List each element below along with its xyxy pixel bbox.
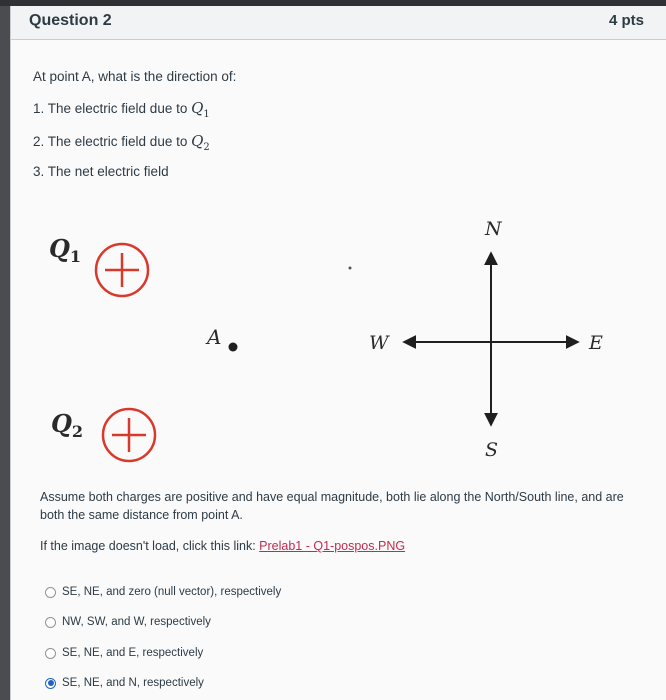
image-fallback-link[interactable]: Prelab1 - Q1-pospos.PNG — [259, 539, 406, 553]
prompt-item-2: 2. The electric field due to $Q_2$ — [33, 132, 210, 153]
radio-option-3[interactable] — [45, 648, 56, 659]
question-card — [10, 6, 666, 700]
question-title: Question 2 — [29, 12, 112, 29]
point-a-dot — [229, 343, 238, 352]
stray-dot — [349, 267, 352, 270]
question-prompt: At point A, what is the direction of: — [33, 69, 237, 84]
answer-option-3[interactable] — [45, 644, 203, 662]
prompt-item-3: 3. The net electric field — [33, 164, 169, 179]
radio-option-1[interactable] — [45, 587, 56, 598]
compass-north: N — [485, 218, 502, 240]
answer-option-label: SE, NE, and zero (null vector), respectively — [62, 586, 282, 598]
question-header — [11, 6, 666, 40]
answer-option-4[interactable] — [45, 674, 204, 692]
compass-west: W — [369, 332, 389, 354]
q1-label: $Q_1$ — [49, 234, 82, 266]
prompt-item-1: 1. The electric field due to $Q_1$ — [33, 99, 210, 120]
answer-option-label: NW, SW, and W, respectively — [62, 616, 211, 628]
q1-symbol: $Q_1$ — [191, 99, 210, 120]
q2-symbol: $Q_2$ — [191, 132, 210, 153]
answer-option-label: SE, NE, and E, respectively — [62, 647, 204, 659]
q2-label: $Q_2$ — [51, 409, 84, 441]
charges-figure — [11, 202, 666, 477]
question-points: 4 pts — [608, 12, 644, 29]
answer-option-label: SE, NE, and N, respectively — [62, 677, 204, 689]
q1-positive-charge — [96, 244, 148, 296]
radio-option-4-selected[interactable] — [45, 678, 56, 689]
compass-rose — [405, 254, 577, 424]
compass-east: E — [589, 332, 603, 354]
point-a-label: A — [207, 325, 222, 349]
radio-option-2[interactable] — [45, 617, 56, 628]
answer-option-2[interactable] — [45, 613, 211, 631]
assumption-text: Assume both charges are positive and have equal magnitude, both lie along the North/South line, and are both the same distance from point A. — [40, 490, 624, 522]
answer-option-1[interactable] — [45, 583, 281, 601]
compass-south: S — [485, 439, 499, 461]
fallback-link-line: If the image doesn't load, click this link: Prelab1 - Q1-pospos.PNG — [40, 539, 406, 553]
q2-positive-charge — [103, 409, 155, 461]
